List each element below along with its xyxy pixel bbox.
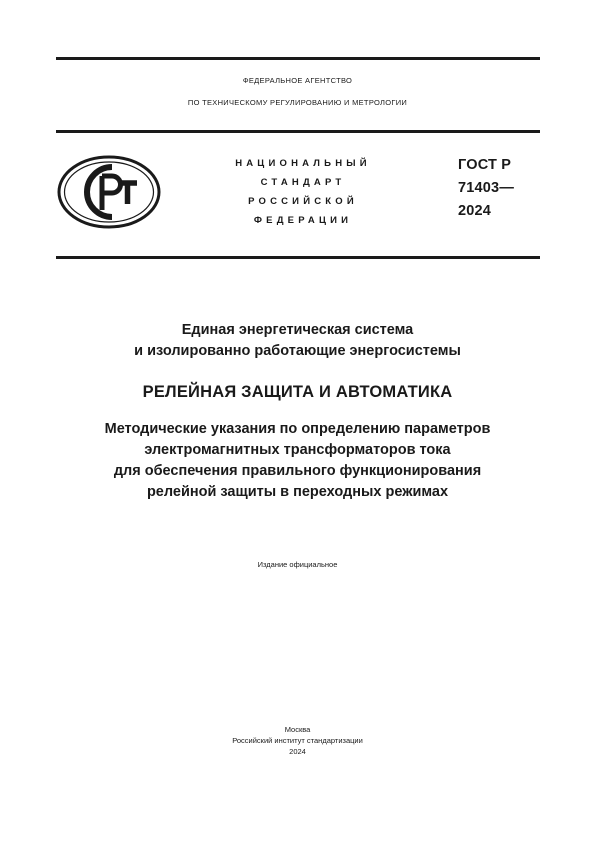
series-title <box>0 320 595 362</box>
series-title-line1: Единая энергетическая система <box>181 322 414 338</box>
series-title-line2: и изолированно работающие энергосистемы <box>134 343 461 359</box>
header-rule <box>56 130 540 133</box>
designation-line1: ГОСТ Р <box>458 157 512 173</box>
standard-designation <box>458 154 514 223</box>
imprint-year: 2024 <box>289 747 306 756</box>
designation-rule <box>56 256 540 259</box>
national-standard-line1: НАЦИОНАЛЬНЫЙ <box>235 158 371 169</box>
rst-logo-icon <box>56 154 162 230</box>
subtitle-line2: электромагнитных трансформаторов тока <box>144 442 451 458</box>
main-title: РЕЛЕЙНАЯ ЗАЩИТА И АВТОМАТИКА <box>142 383 453 401</box>
subtitle-line1: Методические указания по определению параметров <box>104 421 491 437</box>
subtitle-line4: релейной защиты в переходных режимах <box>146 484 449 500</box>
top-rule <box>56 57 540 60</box>
agency-name-line2: ПО ТЕХНИЧЕСКОМУ РЕГУЛИРОВАНИЮ И МЕТРОЛОГИИ <box>187 98 408 107</box>
agency-name-line1: ФЕДЕРАЛЬНОЕ АГЕНТСТВО <box>242 76 353 85</box>
subtitle <box>0 419 595 503</box>
national-standard-line4: ФЕДЕРАЦИИ <box>253 215 353 226</box>
edition-note: Издание официальное <box>257 560 338 569</box>
designation-line3: 2024 <box>458 203 492 219</box>
national-standard-line3: РОССИЙСКОЙ <box>248 196 358 207</box>
national-standard-line2: СТАНДАРТ <box>260 177 346 188</box>
imprint-city: Москва <box>284 725 311 734</box>
imprint-publisher: Российский институт стандартизации <box>232 736 363 745</box>
subtitle-line3: для обеспечения правильного функционирования <box>113 463 482 479</box>
designation-line2: 71403— <box>458 180 515 196</box>
imprint <box>0 724 595 757</box>
national-standard-label <box>222 154 384 230</box>
